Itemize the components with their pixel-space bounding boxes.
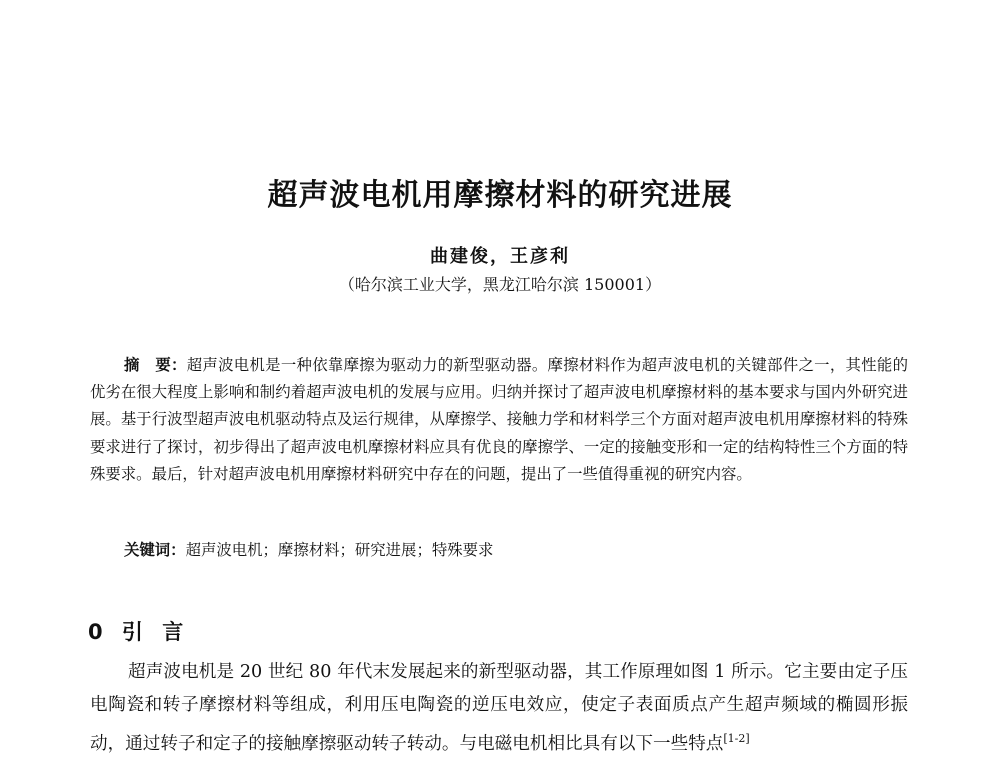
paper-title: 超声波电机用摩擦材料的研究进展 [267,178,733,213]
keywords-text: 超声波电机；摩擦材料；研究进展；特殊要求 [185,541,494,559]
section-heading-introduction: 0 引 言 [88,620,190,644]
keywords-line [124,538,904,560]
author-list: 曲建俊，王彦利 [430,246,570,267]
introduction-paragraph [90,656,908,761]
abstract-label: 摘 要： [124,356,187,374]
introduction-text: 超声波电机是 20 世纪 80 年代末发展起来的新型驱动器，其工作原理如图 1 所示。它主要由定子压电陶瓷和转子摩擦材料等组成，利用压电陶瓷的逆压电效应，使定子表面质点产生超声频域的椭圆形振动，通过转子和定子的接触摩擦驱动转子转动。与电磁电机相比具有以下一些特点 [90,662,908,754]
abstract-paragraph [90,352,908,488]
abstract-text: 超声波电机是一种依靠摩擦为驱动力的新型驱动器。摩擦材料作为超声波电机的关键部件之一，其性能的优劣在很大程度上影响和制约着超声波电机的发展与应用。归纳并探讨了超声波电机摩擦材料的基本要求与国内外研究进展。基于行波型超声波电机驱动特点及运行规律，从摩擦学、接触力学和材料学三个方面对超声波电机用摩擦材料的特殊要求进行了探讨，初步得出了超声波电机摩擦材料应具有优良的摩擦学、一定的接触变形和一定的结构特性三个方面的特殊要求。最后，针对超声波电机用摩擦材料研究中存在的问题，提出了一些值得重视的研究内容。 [90,356,908,483]
citation-marker: [1-2] [723,732,750,745]
author-affiliation: （哈尔滨工业大学，黑龙江哈尔滨 150001） [338,275,662,294]
keywords-label: 关键词： [124,541,186,559]
